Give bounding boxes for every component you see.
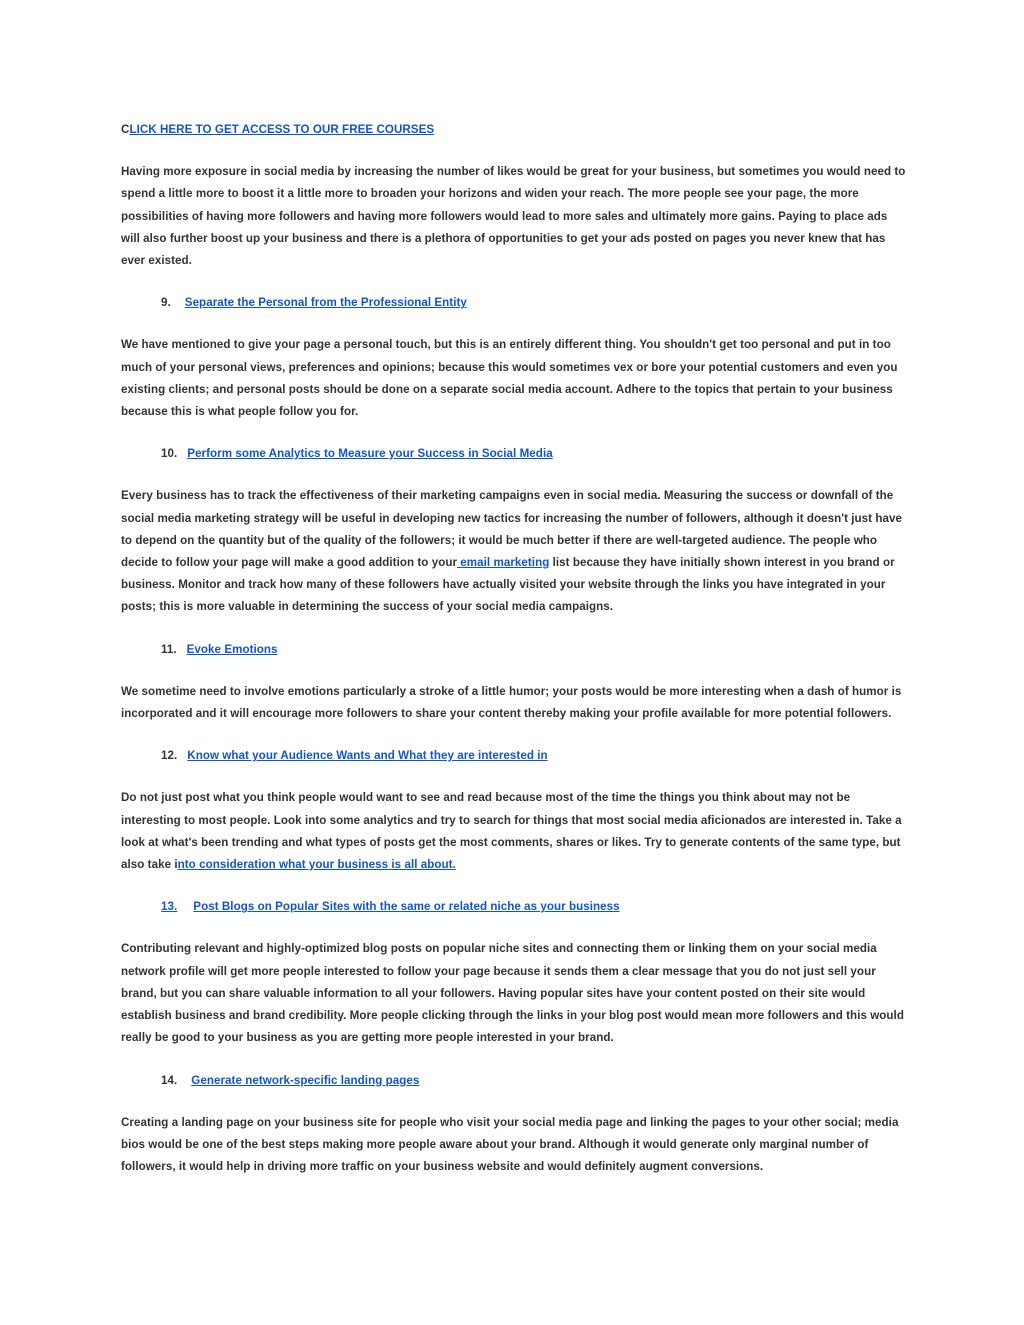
section-10-text-after: list because they have initially shown interest in you brand or business. Monitor and track how many of these followers have actually visited your website through the links you have integrated in your posts; this is more valuable in determining the success of your social media campaigns.	[121, 556, 895, 614]
section-9-title: Separate the Personal from the Professional Entity	[184, 296, 467, 310]
section-11-number: 11.	[161, 642, 177, 656]
section-12-paragraph	[121, 787, 906, 876]
section-9-number: 9.	[161, 296, 171, 310]
section-9-paragraph: We have mentioned to give your page a personal touch, but this is an entirely different thing. You shouldn't get too personal and put in too much of your personal views, preferences and opinions; because this would sometimes vex or bore your potential customers and even you existing clients; and personal posts should be done on a separate social media account. Adhere to the topics that pertain to your business because this is what people follow you for.	[121, 338, 898, 419]
business-consideration-link[interactable]: nto consideration what your business is all about.	[177, 858, 456, 872]
section-14-title: Generate network-specific landing pages	[191, 1073, 420, 1087]
section-13-paragraph: Contributing relevant and highly-optimized blog posts on popular niche sites and connecting them or linking them on your social media network profile will get more people interested to follow your page because it sends them a clear message that you do not just sell your brand, but you can share valuable information to all your followers. Having popular sites have your content posted on their site would establish business and brand credibility. More people clicking through the links in your blog post would mean more followers and this would really be good to your business as you are getting more people interested in your brand.	[121, 942, 904, 1045]
section-13-heading	[161, 896, 906, 918]
section-12-title: Know what your Audience Wants and What they are interested in	[187, 749, 548, 763]
section-12-number: 12.	[161, 749, 178, 763]
free-courses-link[interactable]: LICK HERE TO GET ACCESS TO OUR FREE COURSES	[129, 123, 435, 136]
section-12-text-before: Do not just post what you think people would want to see and read because most of the time the things you think about may not be interesting to most people. Look into some analytics and try to search for things that most social media aficionados are interested in. Take a look at what's been trending and what types of posts get the most comments, shares or likes. Try to generate contents of the same type, but also take i	[121, 791, 902, 872]
section-9-heading	[161, 292, 906, 314]
section-10-paragraph	[121, 485, 906, 618]
email-marketing-link[interactable]: email marketing	[457, 556, 550, 570]
section-14-number: 14.	[161, 1073, 178, 1087]
section-13-link[interactable]	[161, 900, 620, 913]
intro-paragraph: Having more exposure in social media by increasing the number of likes would be great for your business, but sometimes you would need to spend a little more to boost it a little more to broaden your horizons and widen your reach. The more people see your page, the more possibilities of having more followers and having more followers would lead to more sales and ultimately more gains. Paying to place ads will also further boost up your business and there is a plethora of opportunities to get your ads posted on pages you never knew that has ever existed.	[121, 165, 906, 268]
section-11-heading	[161, 639, 906, 661]
section-11-link[interactable]	[177, 643, 278, 656]
section-11-paragraph: We sometime need to involve emotions particularly a stroke of a little humor; your posts would be more interesting when a dash of humor is incorporated and it will encourage more followers to share your content thereby making your profile available for more potential followers.	[121, 684, 902, 721]
section-12-link[interactable]	[177, 749, 547, 762]
section-10-text-before: Every business has to track the effectiveness of their marketing campaigns even in social media. Measuring the success or downfall of the social media marketing strategy will be useful in developing new tactics for increasing the number of followers, although it doesn't just have to depend on the quantity but of the quality of the followers; it would be much better if there are well-targeted audience. The people who decide to follow your page will make a good addition to your	[121, 489, 902, 570]
section-13-title: Post Blogs on Popular Sites with the same or related niche as your business	[193, 900, 620, 914]
section-12-heading	[161, 745, 906, 767]
section-11-title: Evoke Emotions	[186, 642, 278, 656]
section-10-heading	[161, 443, 906, 465]
section-13-number: 13.	[161, 900, 178, 914]
section-10-title: Perform some Analytics to Measure your Success in Social Media	[187, 447, 553, 461]
document-body	[121, 119, 906, 1198]
cta-prefix: C	[121, 123, 130, 136]
section-9-link[interactable]	[171, 296, 467, 309]
section-14-paragraph: Creating a landing page on your business site for people who visit your social media page and linking the pages to your other social; media bios would be one of the best steps making more people aware about your brand. Although it would generate only marginal number of followers, it would help in driving more traffic on your business website and would definitely augment conversions.	[121, 1115, 899, 1174]
free-courses-cta	[121, 119, 906, 141]
section-14-heading	[161, 1070, 906, 1092]
section-10-number: 10.	[161, 447, 178, 461]
section-10-link[interactable]	[177, 447, 552, 460]
section-14-link[interactable]	[177, 1074, 419, 1087]
